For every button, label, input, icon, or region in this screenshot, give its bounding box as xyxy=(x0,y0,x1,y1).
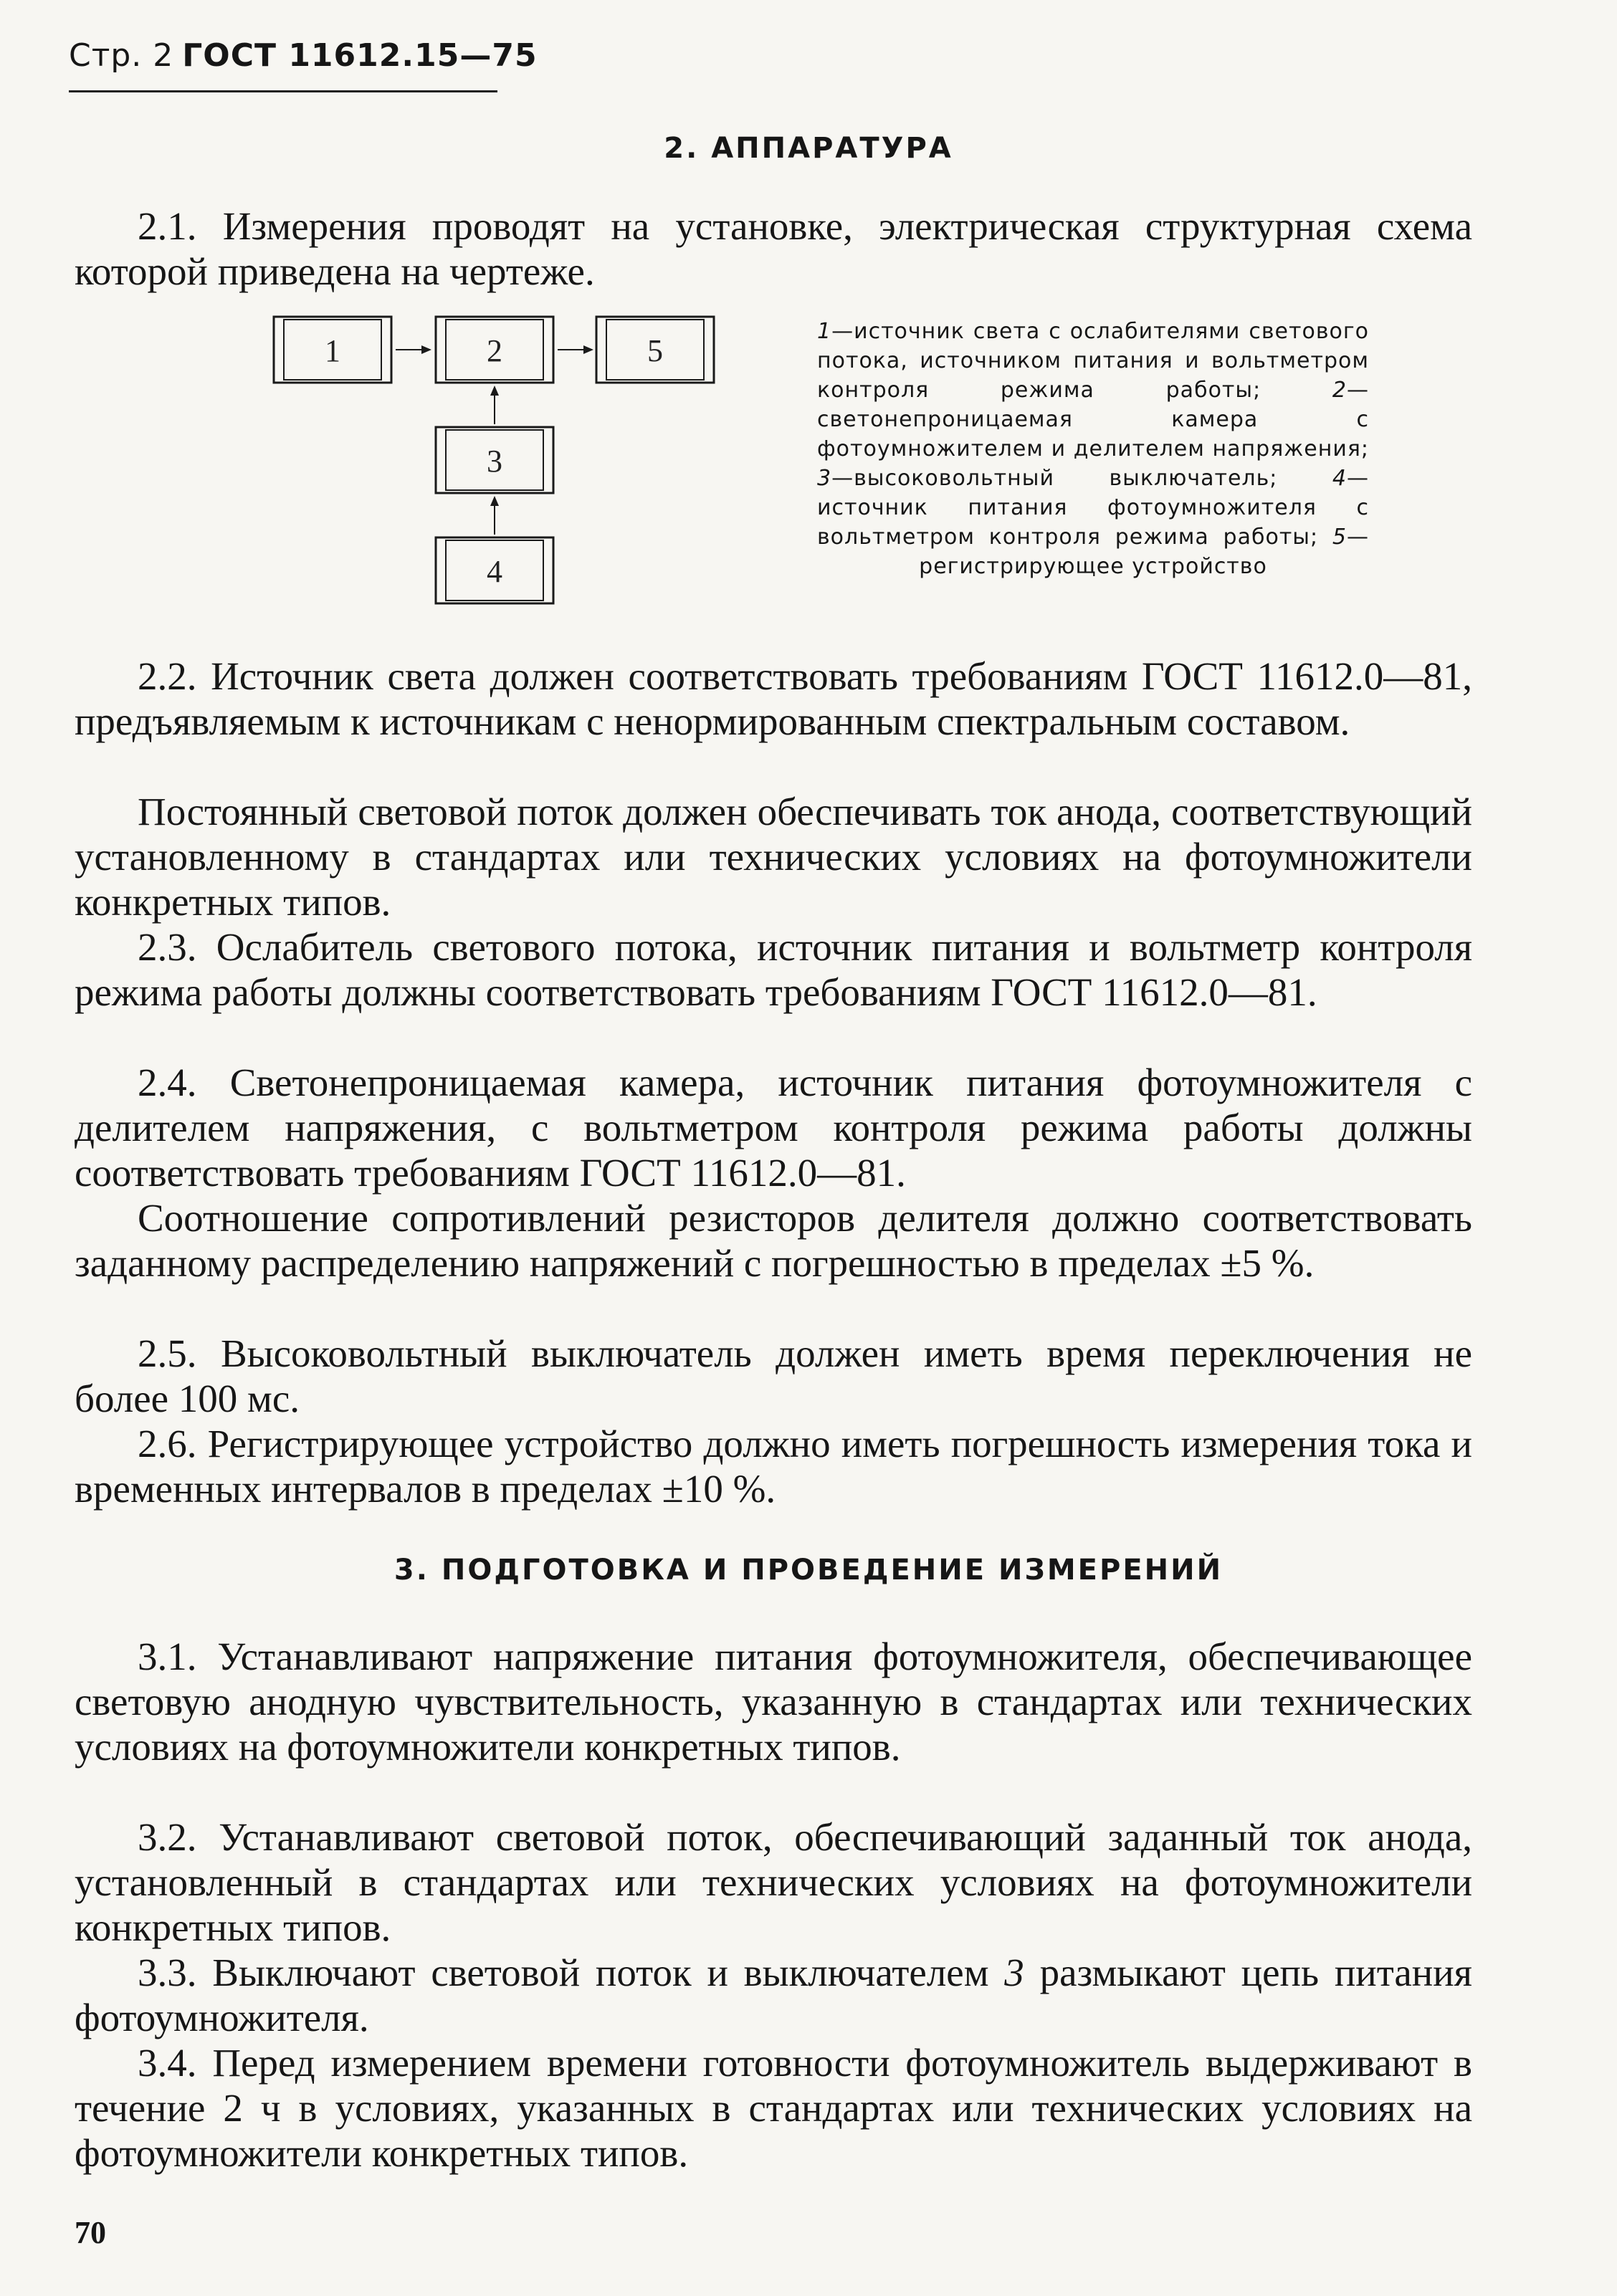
paragraph-2-6: 2.6. Регистрирующее устройство должно иметь погрешность измерения тока и временных интервалов в пределах ±10 %. xyxy=(75,1422,1472,1511)
legend-text-5: —регистрирующее устройство xyxy=(919,525,1369,579)
paragraph-3-1: 3.1. Устанавливают напряжение питания фотоумножителя, обеспечивающее световую анодную чувствительность, указанную в стандартах или технических условиях на фотоумножители конкретных типов. xyxy=(75,1635,1472,1769)
arrowhead-2-to-5 xyxy=(583,345,593,354)
paragraph-3-4: 3.4. Перед измерением времени готовности фотоумножитель выдерживают в течение 2 ч в условиях, указанных в стандартах или технических условиях на фотоумножители конкретных типов. xyxy=(75,2041,1472,2175)
legend-num-4: 4 xyxy=(1332,466,1347,491)
legend-text-3: —высоковольтный выключатель; xyxy=(831,466,1332,491)
legend-num-5: 5 xyxy=(1332,525,1347,550)
legend-text-1: —источник света с ослабителями светового потока, источником питания и вольтметром контроля режима работы; xyxy=(817,319,1369,403)
paragraph-3-2: 3.2. Устанавливают световой поток, обеспечивающий заданный ток анода, установленный в стандартах или технических условиях на фотоумножители конкретных типов. xyxy=(75,1815,1472,1949)
block-5-label: 5 xyxy=(647,333,663,368)
standard-number: ГОСТ 11612.15—75 xyxy=(182,37,538,74)
block-3-label: 3 xyxy=(487,444,502,479)
paragraph-2-1: 2.1. Измерения проводят на установке, электрическая структурная схема которой приведена на чертеже. xyxy=(75,204,1472,293)
legend-text-4: —источник питания фотоумножителя с вольтметром контроля режима работы; xyxy=(817,466,1369,550)
legend-num-2: 2 xyxy=(1332,378,1347,403)
header-rule xyxy=(69,90,497,92)
paragraph-3-3 xyxy=(75,1950,1472,2040)
block-2-label: 2 xyxy=(487,333,502,368)
arrowhead-3-to-2 xyxy=(490,386,499,396)
legend-text-2: —светонепроницаемая камера с фотоумножителем и делителем напряжения; xyxy=(817,378,1369,461)
structural-diagram xyxy=(272,314,717,615)
paragraph-3-3-start: 3.3. Выключают световой поток и выключателем xyxy=(138,1951,1005,1994)
section-3-title: 3. ПОДГОТОВКА И ПРОВЕДЕНИЕ ИЗМЕРЕНИЙ xyxy=(393,1554,1224,1587)
arrowhead-4-to-3 xyxy=(490,496,499,506)
block-4-label: 4 xyxy=(487,554,502,589)
paragraph-2-4-continued: Соотношение сопротивлений резисторов делителя должно соответствовать заданному распределению напряжений с погрешностью в пределах ±5 %. xyxy=(75,1196,1472,1285)
arrowhead-1-to-2 xyxy=(421,345,431,354)
diagram-svg xyxy=(272,314,717,615)
diagram-legend xyxy=(817,317,1369,581)
running-header xyxy=(69,37,538,74)
paragraph-2-2-continued: Постоянный световой поток должен обеспечивать ток анода, соответствующий установленному в стандартах или технических условиях на фотоумножители конкретных типов. xyxy=(75,790,1472,924)
paragraph-2-5: 2.5. Высоковольтный выключатель должен иметь время переключения не более 100 мс. xyxy=(75,1331,1472,1420)
paragraph-2-2: 2.2. Источник света должен соответствовать требованиям ГОСТ 11612.0—81, предъявляемым к источникам с ненормированным спектральным составом. xyxy=(75,654,1472,743)
legend-num-1: 1 xyxy=(817,319,832,344)
paragraph-3-3-end: размыкают цепь питания фотоумножителя. xyxy=(75,1951,1472,2039)
section-2-title: 2. АППАРАТУРА xyxy=(664,132,953,165)
block-1-label: 1 xyxy=(325,333,340,368)
switch-reference-number: 3 xyxy=(1004,1951,1024,1994)
page-number: 70 xyxy=(75,2215,106,2250)
paragraph-2-4: 2.4. Светонепроницаемая камера, источник питания фотоумножителя с делителем напряжения, с вольтметром контроля режима работы должны соответствовать требованиям ГОСТ 11612.0—81. xyxy=(75,1061,1472,1195)
page-label: Стр. 2 xyxy=(69,37,174,74)
legend-num-3: 3 xyxy=(817,466,832,491)
paragraph-2-3: 2.3. Ослабитель светового потока, источник питания и вольтметр контроля режима работы должны соответствовать требованиям ГОСТ 11612.0—81. xyxy=(75,925,1472,1014)
